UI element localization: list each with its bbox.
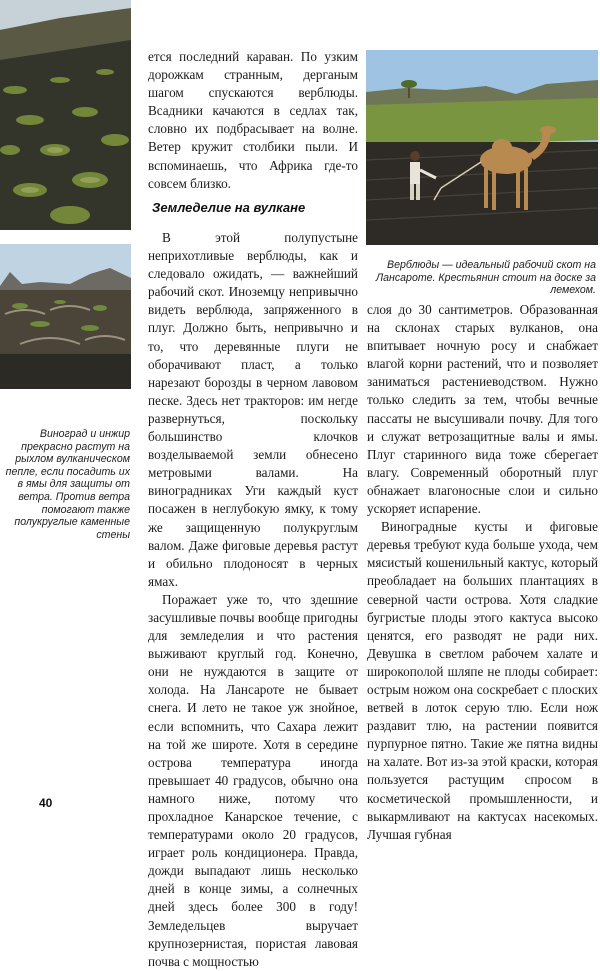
vineyard-photo-caption: Виноград и инжир прекрасно растут на рыхлом вулканическом пепле, если посадить их в ямы для защиты от ветра. Против ветра помогают также полукруглые каменные стены: [5, 428, 130, 541]
paragraph: В этой полупустыне неприхотливые верблюды, как и следовало ожидать, — важнейший рабочий скот. Иноземцу непривычно видеть верблюда, запряженного в плуг. Должно быть, непривычно и то, что деревянные плуги не оборачивают пласт, а только нарезают борозды в черном лавовом песке. Здесь нет тракторов: им негде развернуться, поскольку большинство клочков возделываемой земли обнесено метровыми валами. На виноградниках Уги каждый куст посажен в неглубокую ямку, к тому же защищенную полукруглым валом. Даже фиговые деревья растут и обильно плодоносят в черных ямах.: [148, 230, 358, 589]
paragraph: Виноградные кусты и фиговые деревья требуют куда больше ухода, чем мясистый кошенильный кактус, который преобладает на больших плантациях в северной части острова. Хотя сладкие бугристые плоды этого кактуса высоко ценятся, его разводят не ради них. Девушка в светлом рабочем халате и широкополой шляпе не плоды собирает: острым ножом она соскребает с плоских ветвей в лоток серую тлю. Если нож раздавит тлю, на растении появится пурпурное пятно. Такие же пятна видны на халате. Вот из-за этой краски, которая пользуется растущим спросом в косметической промышленности, и выкармливают на кактусах насекомых. Лучшая губная: [367, 519, 598, 842]
paragraph: ется последний караван. По узким дорожкам странным, дерганым шагом спускаются верблюды. Всадники качаются в седлах так, словно их подбрасывает на волне. Ветер кружит столбики пыли. И вспоминаешь, что Африка где-то совсем близко.: [148, 49, 358, 191]
stone-walls-photo: [0, 244, 131, 389]
camel-plough-photo: [366, 50, 598, 245]
paragraph: слоя до 30 сантиметров. Образованная на склонах старых вулканов, она впитывает ночную росу и снабжает влагой корни растений, что и позволяет заниматься растениеводством. Нужно только следить за тем, чтобы вечные пассаты не высушивали почву. Для того и служат ветрозащитные валы и ямы. Плуг старинного вида тоже сберегает влагу. Современный оборотный плуг обнажает влагоносные слои и сильно ускоряет испарение.: [367, 302, 598, 517]
paragraph: Поражает уже то, что здешние засушливые почвы вообще пригодны для земледелия и что растения выживают круглый год. Конечно, они не нуждаются в защите от холода. На Лансароте не бывает снега. И лето не такое уж знойное, если вспомнить, что Сахара лежит на той же широте. Хотя в середине острова температура иногда превышает 40 градусов, обычно она намного ниже, потому что прохладное Канарское течение, с температурами около 20 градусов, играет роль кондиционера. Правда, дожди выпадают лишь несколько дней в конце зимы, а солнечных дней здесь более 300 в году! Земледельцев выручает крупнозернистая, пористая лавовая почва с мощностью: [148, 591, 358, 969]
article-column-middle-top: [148, 48, 358, 193]
article-column-right: [367, 301, 598, 844]
camel-photo-caption: Верблюды — идеальный рабочий скот на Лансароте. Крестьянин стоит на доске за лемехом.: [375, 259, 596, 297]
page-number: 40: [39, 796, 53, 810]
vineyard-slope-photo: [0, 0, 131, 230]
article-column-middle: [148, 229, 358, 971]
section-heading: Земледелие на вулкане: [152, 200, 306, 215]
